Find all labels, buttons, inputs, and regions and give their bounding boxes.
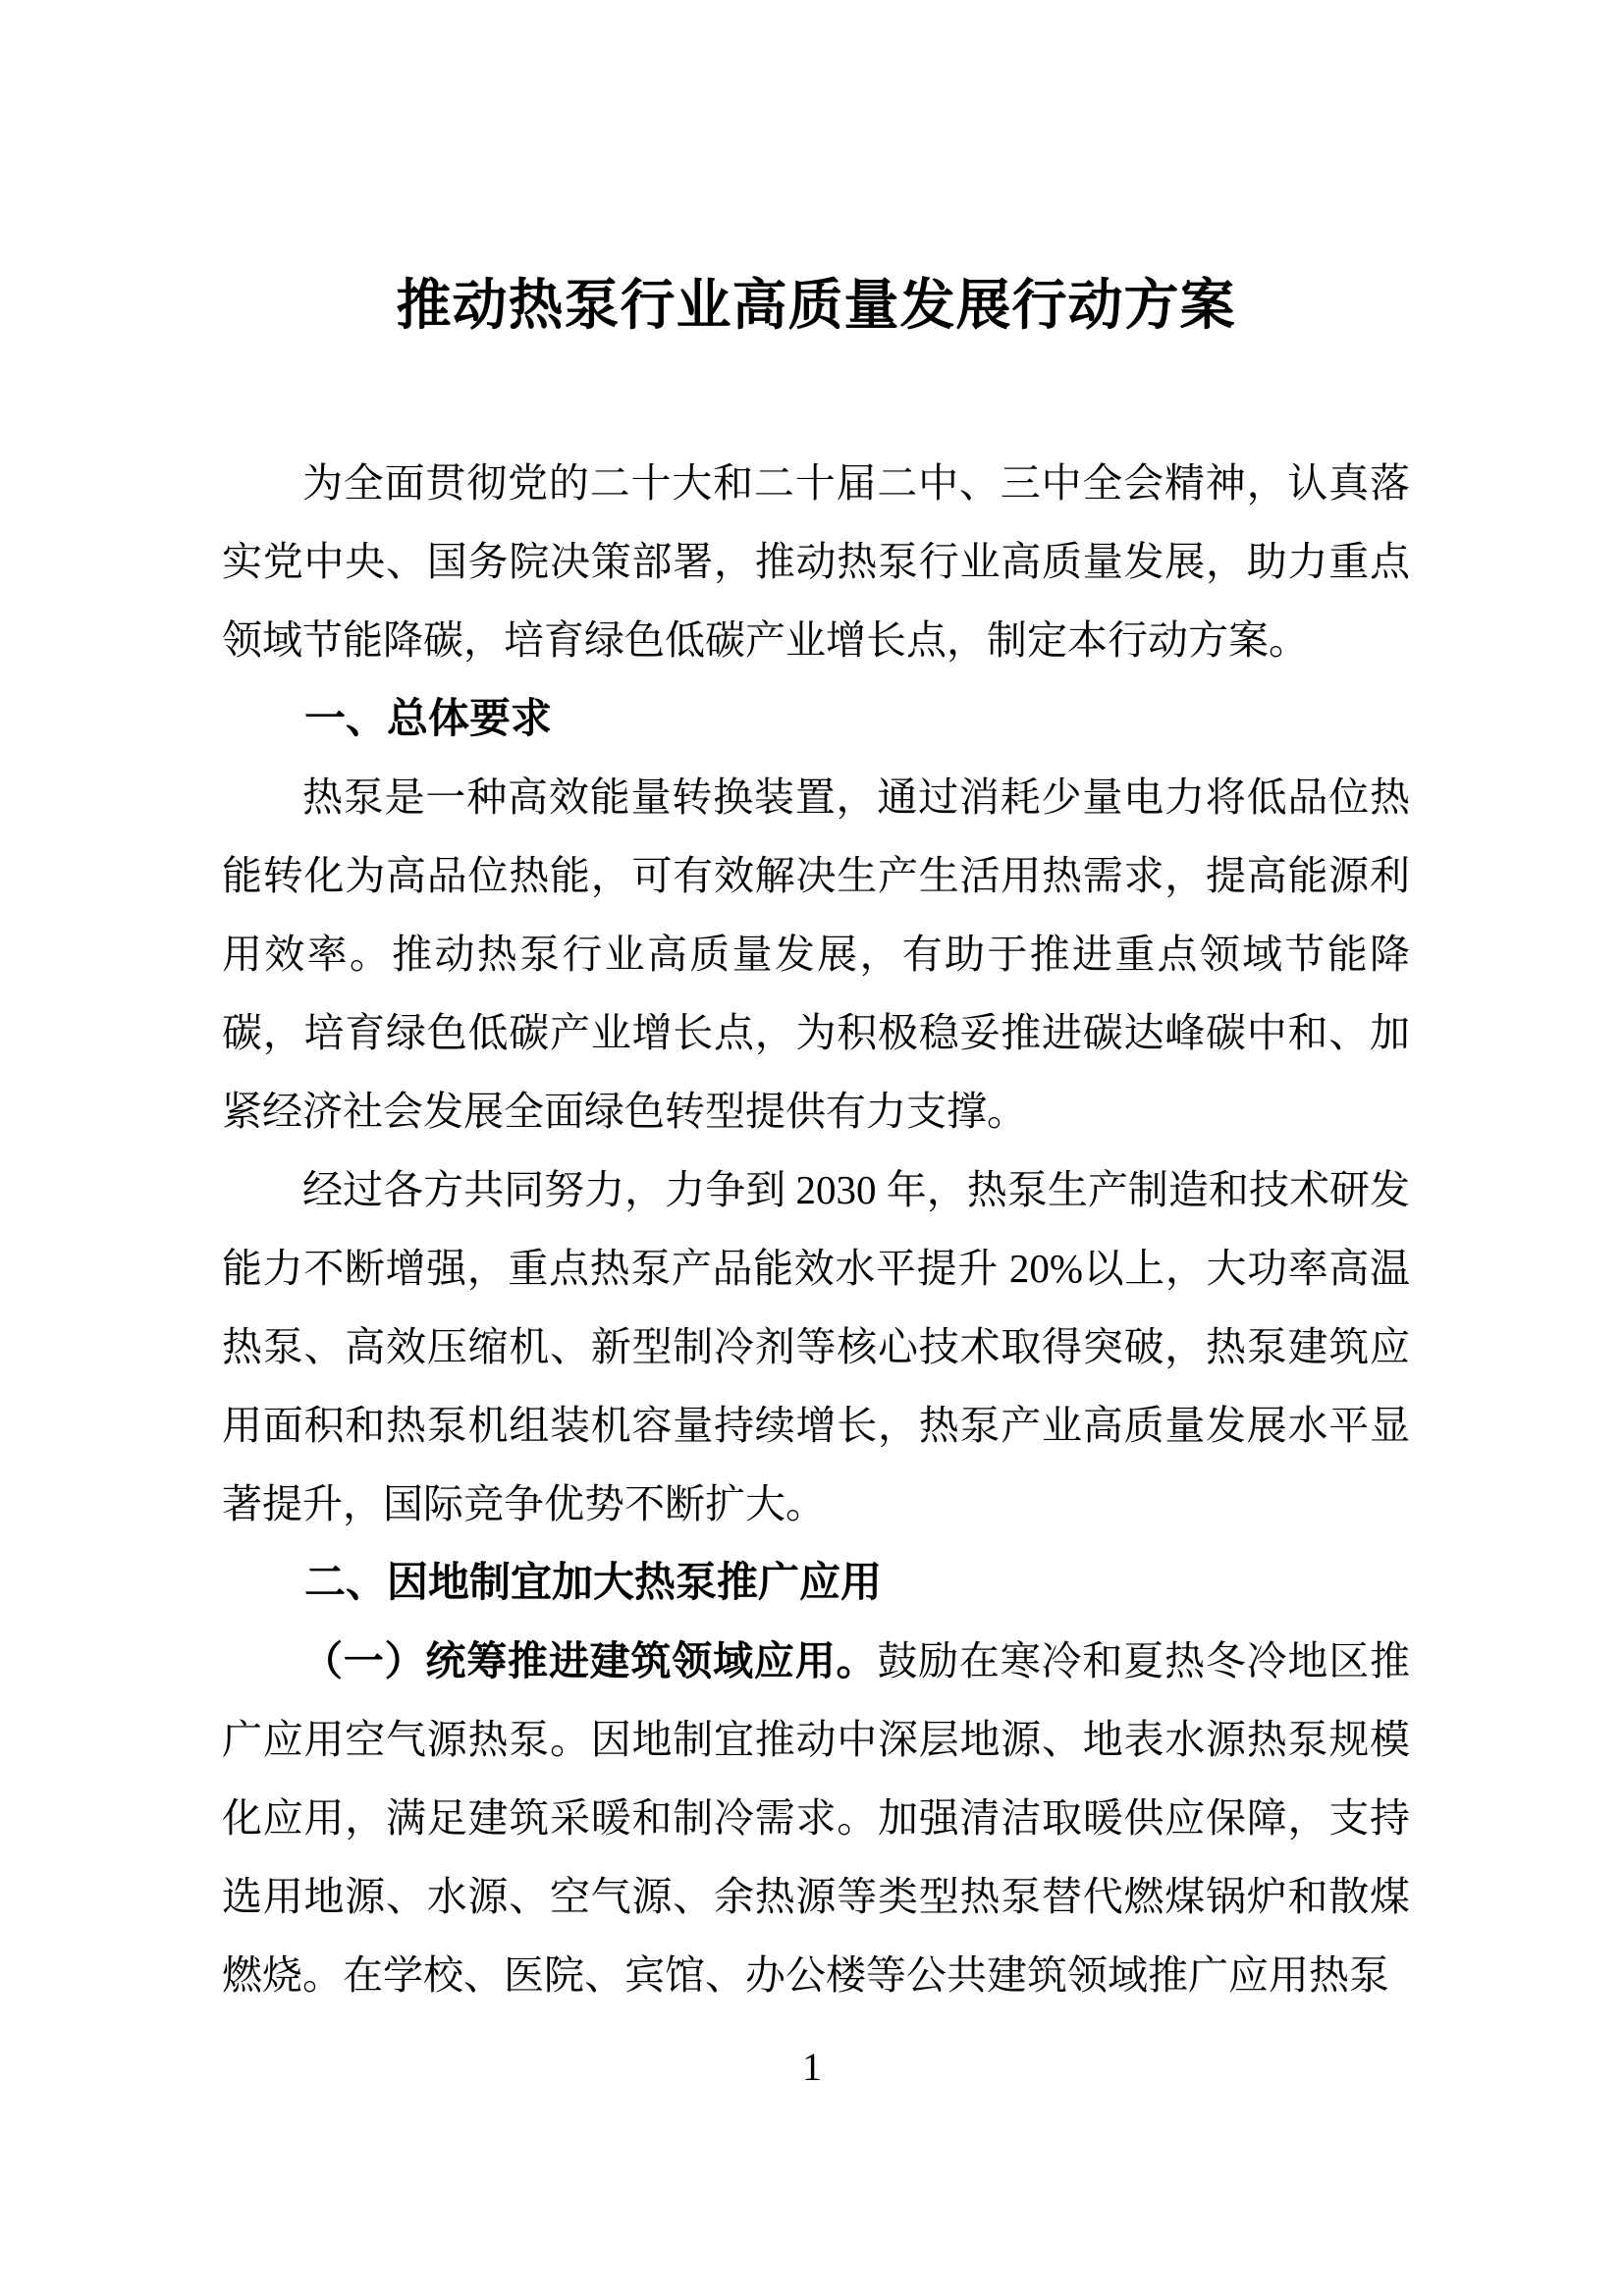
page-number: 1 bbox=[802, 2045, 822, 2089]
document-title: 推动热泵行业高质量发展行动方案 bbox=[396, 276, 1236, 337]
document-content bbox=[0, 267, 1624, 2014]
section-1-paragraph-2: 经过各方共同努力，力争到 2030 年，热泵生产制造和技术研发能力不断增强，重点热泵产品能效水平提升 20%以上，大功率高温热泵、高效压缩机、新型制冷剂等核心技术取得突破，热泵建筑应用面积和热泵机组装机容量持续增长，热泵产业高质量发展水平显著提升，国际竞争优势不断扩大。 bbox=[222, 1167, 1410, 1526]
section-2-item-1-lead: （一）统筹推进建筑领域应用。 bbox=[302, 1638, 878, 1683]
section-2-item-1-paragraph bbox=[222, 1622, 1410, 2014]
intro-paragraph: 为全面贯彻党的二十大和二十届二中、三中全会精神，认真落实党中央、国务院决策部署，推动热泵行业高质量发展，助力重点领域节能降碳，培育绿色低碳产业增长点，制定本行动方案。 bbox=[222, 460, 1410, 663]
section-1-heading: 一、总体要求 bbox=[304, 695, 553, 741]
section-2-heading: 二、因地制宜加大热泵推广应用 bbox=[304, 1559, 883, 1605]
section-2-item-1-body: 鼓励在寒冷和夏热冬冷地区推广应用空气源热泵。因地制宜推动中深层地源、地表水源热泵规模化应用，满足建筑采暖和制冷需求。加强清洁取暖供应保障，支持选用地源、水源、空气源、余热源等类型热泵替代燃煤锅炉和散煤燃烧。在学校、医院、宾馆、办公楼等公共建筑领域推广应用热泵 bbox=[222, 1638, 1411, 1998]
section-1-paragraph-1: 热泵是一种高效能量转换装置，通过消耗少量电力将低品位热能转化为高品位热能，可有效解决生产生活用热需求，提高能源利用效率。推动热泵行业高质量发展，有助于推进重点领域节能降碳，培育绿色低碳产业增长点，为积极稳妥推进碳达峰碳中和、加紧经济社会发展全面绿色转型提供有力支撑。 bbox=[222, 774, 1410, 1134]
